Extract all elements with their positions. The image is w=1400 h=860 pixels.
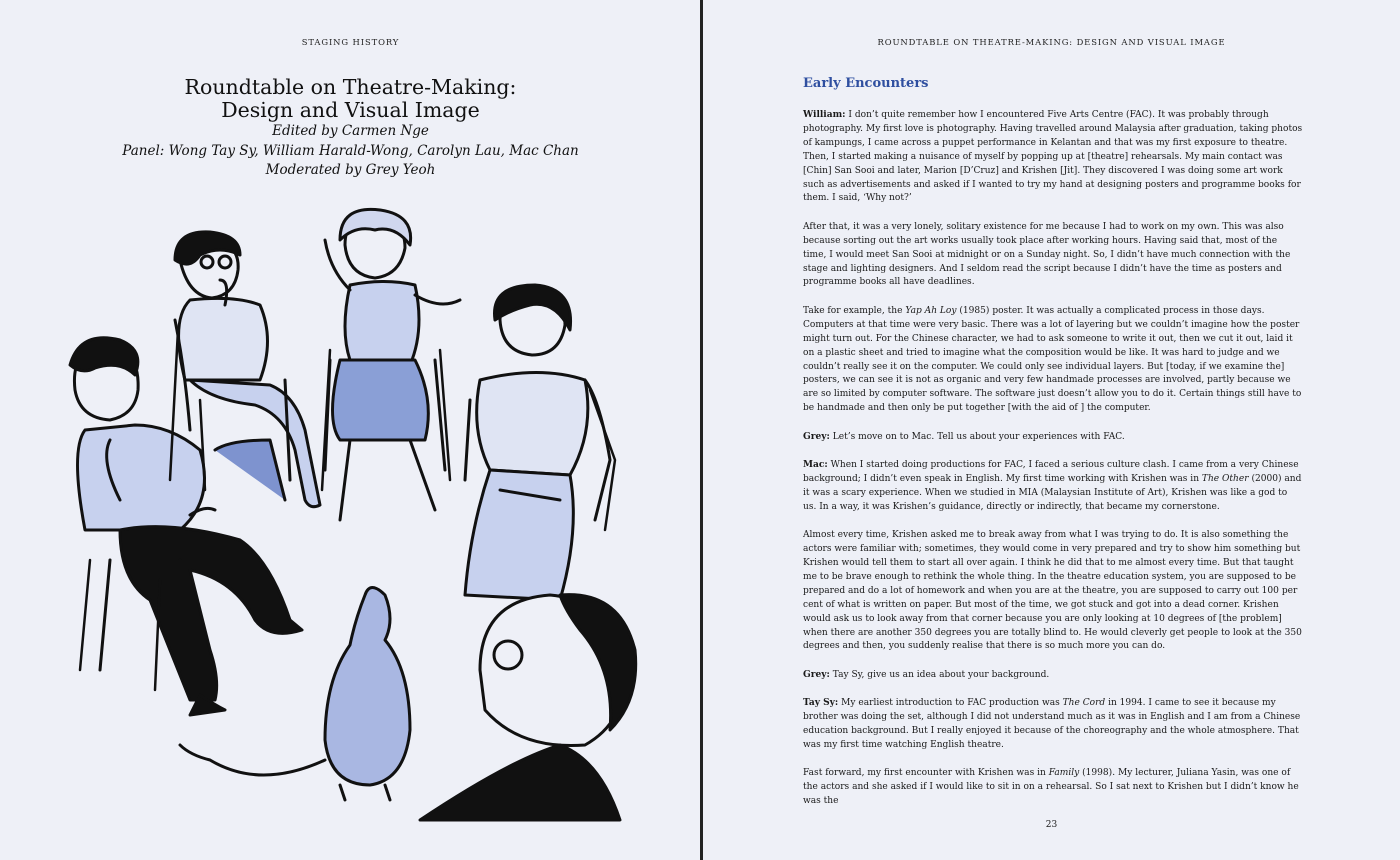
speaker-label: Mac: bbox=[803, 460, 828, 471]
speaker-label: Grey: bbox=[803, 669, 830, 680]
title-italic: The Other bbox=[1201, 473, 1249, 484]
title-line-1: Roundtable on Theatre-Making: bbox=[184, 75, 517, 99]
paragraph bbox=[803, 305, 1303, 416]
title-block bbox=[0, 76, 701, 181]
edited-by: Edited by Carmen Nge bbox=[272, 123, 429, 139]
title-line-2: Design and Visual Image bbox=[221, 98, 480, 122]
roundtable-illustration bbox=[40, 200, 660, 830]
paragraph-list bbox=[803, 109, 1303, 809]
figure-panelist-3 bbox=[325, 209, 460, 520]
paragraph-text: When I started doing productions for FAC, I faced a serious culture clash. I came from a very Chinese background; I didn’t even speak in English. My first time working with Krishen was in bbox=[803, 460, 1299, 484]
paragraph-text: (1985) poster. It was actually a complicated process in those days. Computers at that time were very basic. There was a lot of layering but we couldn’t imagine how the poster might turn out. For the Chinese character, we had to ask someone to write it out, then we cut it out, laid it on a plastic sheet and tried to imagine what the composition would be like. It was hard to judge and we couldn’t really see it on the computer. We could only see individual layers. But [today, if we examine the] posters, we can see it is not as organic and very few handmade processes are involved, partly because we are so limited by computer software. The software just doesn’t allow you to do it. Certain things still have to be handmade and then only be put together [with the aid of ] the computer. bbox=[803, 305, 1302, 414]
title-italic: Yap Ah Loy bbox=[905, 305, 957, 316]
paragraph-text: (2000) and it was a scary experience. When we studied in MIA (Malaysian Institute of Art), Krishen was like a god to us. In a way, it was Krishen’s guidance, directly or indirectly, that became my cornerstone. bbox=[803, 473, 1302, 512]
paragraph-text: Take for example, the bbox=[803, 305, 906, 316]
paragraph bbox=[803, 767, 1303, 809]
speaker-label: Tay Sy: bbox=[803, 698, 839, 709]
speaker-label: Grey: bbox=[803, 431, 830, 442]
right-page bbox=[703, 0, 1400, 860]
running-head-left: STAGING HISTORY bbox=[301, 37, 400, 47]
paragraph bbox=[803, 431, 1303, 445]
paragraph-text: I don’t quite remember how I encountered Five Arts Centre (FAC). It was probably through photography. My first love is photography. Having travelled around Malaysia after graduation, taking photos of kampungs, I came across a puppet performance in Kelantan and that was my first exposure to theatre. Then, I started making a nuisance of myself by popping up at [theatre] rehearsals. My main contact was [Chin] San Sooi and later, Marion [D’Cruz] and Krishen [Jit]. They discovered I was doing some art work such as advertisements and asked if I wanted to try my hand at designing posters and programme books for them. I said, ‘Why not?’ bbox=[803, 110, 1303, 204]
paragraph-text: Tay Sy, give us an idea about your background. bbox=[829, 669, 1050, 680]
paragraph-text: After that, it was a very lonely, solitary existence for me because I had to work on my own. This was also because sorting out the art works usually took place after working hours. Having said that, most of the time, I would meet San Sooi at midnight or on a Sunday night. So, I didn’t have much connection with the stage and lighting designers. And I seldom read the script because I didn’t have the time as posters and programme books all have deadlines. bbox=[803, 221, 1291, 288]
paragraph bbox=[803, 459, 1303, 515]
paragraph-text: Fast forward, my first encounter with Krishen was in bbox=[803, 768, 1049, 779]
figure-panelist-5 bbox=[420, 595, 636, 820]
paragraph-text: Let’s move on to Mac. Tell us about your experiences with FAC. bbox=[829, 431, 1125, 442]
paragraph bbox=[803, 529, 1303, 654]
paragraph-text: Almost every time, Krishen asked me to break away from what I was trying to do. It is also something the actors were familiar with; sometimes, they would come in very prepared and try to show him something but Krishen would tell them to start all over again. I think he did that to me almost every time. But that taught me to be brave enough to rethink the whole thing. In the theatre education system, you are supposed to be prepared and do a lot of homework and when you are at the theatre, you are supposed to carry out 100 per cent of what is written on paper. But most of the time, we got stuck and got into a dead corner. Krishen would ask us to look away from that corner because you are only looking at 10 degrees of [the problem] when there are another 350 degrees you are totally blind to. He would cleverly get people to look at the 350 degrees and then, you suddenly realise that there is so much more you can do. bbox=[803, 530, 1302, 652]
title-italic: Family bbox=[1048, 768, 1080, 779]
paragraph bbox=[803, 669, 1303, 683]
page-number: 23 bbox=[1045, 820, 1058, 830]
paragraph-text: My earliest introduction to FAC production was bbox=[838, 698, 1063, 709]
speaker-label: William: bbox=[803, 110, 846, 120]
section-title: Early Encounters bbox=[803, 76, 929, 91]
article-body bbox=[803, 76, 1303, 824]
paragraph-text: (1998). My lecturer, Juliana Yasin, was one of the actors and she asked if I would like to sit in on a rehearsal. So I sat next to Krishen but I didn’t know he was the bbox=[803, 768, 1299, 807]
title-italic: The Cord bbox=[1062, 698, 1106, 709]
panel-list: Panel: Wong Tay Sy, William Harald-Wong, Carolyn Lau, Mac Chan bbox=[122, 142, 579, 159]
moderated-by: Moderated by Grey Yeoh bbox=[265, 162, 436, 178]
running-head-right: ROUNDTABLE ON THEATRE-MAKING: DESIGN AND VISUAL IMAGE bbox=[877, 37, 1226, 47]
figure-panelist-4 bbox=[465, 285, 610, 600]
paragraph bbox=[803, 697, 1303, 753]
paragraph bbox=[803, 109, 1303, 206]
paragraph bbox=[803, 221, 1303, 291]
paragraph-text: in 1994. I came to see it because my brother was doing the set, although I did not understand much as it was in English and I am from a Chinese education background. But I really enjoyed it because of the choreography and the whole atmosphere. That was my first time watching English theatre. bbox=[803, 698, 1301, 750]
